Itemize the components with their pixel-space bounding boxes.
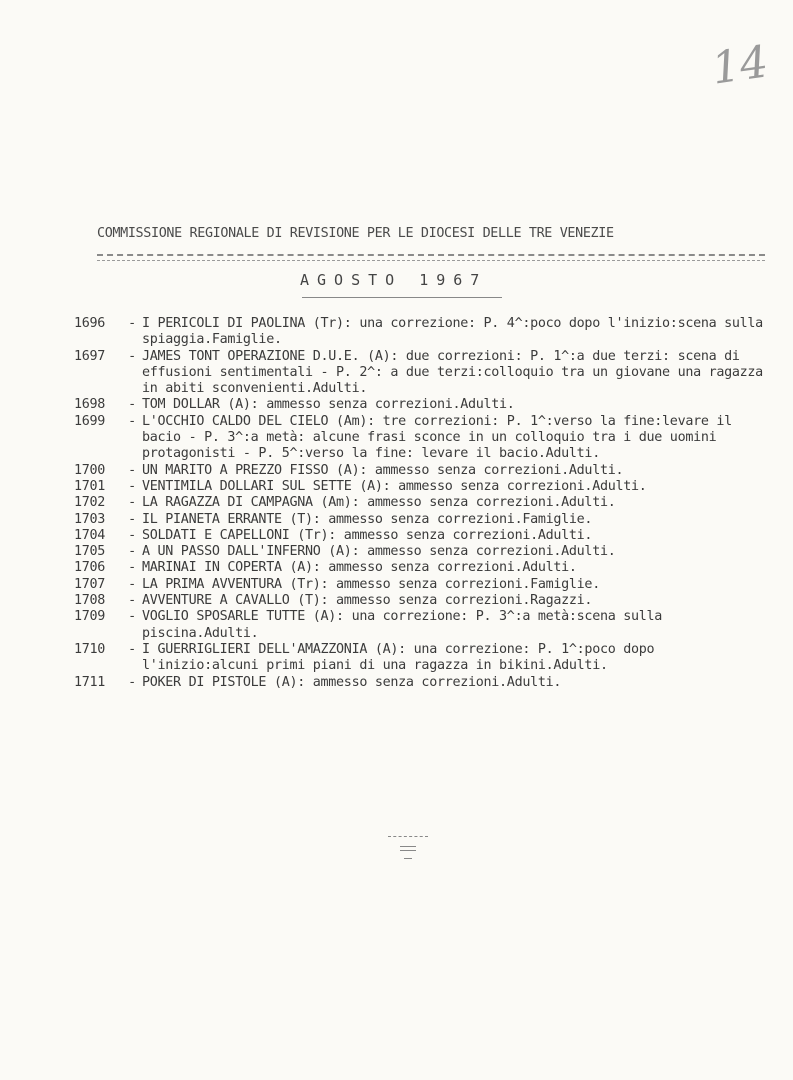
list-item — [74, 349, 774, 398]
entry-text: A UN PASSO DALL'INFERNO (A): ammesso senza correzioni.Adulti. — [142, 544, 616, 560]
list-item — [74, 397, 774, 413]
entry-separator: - — [128, 397, 136, 413]
entry-number: 1705 — [74, 544, 106, 560]
heading-double-rule-top — [97, 254, 765, 256]
entry-separator: - — [128, 316, 136, 331]
entry-separator: - — [128, 348, 136, 364]
entry-separator: - — [128, 478, 136, 494]
entry-number: 1704 — [74, 527, 106, 543]
list-item — [74, 316, 774, 349]
entry-number: 1703 — [74, 511, 106, 527]
entry-text: I GUERRIGLIERI DELL'AMAZZONIA (A): una correzione: P. 1^:poco dopo l'inizio:alcuni primi piani di una ragazza in bikini.Adulti. — [142, 641, 663, 674]
entry-number: 1707 — [74, 576, 106, 592]
month-underline — [302, 297, 502, 298]
film-review-list — [74, 316, 774, 691]
list-item — [74, 544, 774, 560]
entry-separator: - — [128, 544, 136, 560]
entry-text: TOM DOLLAR (A): ammesso senza correzioni.Adulti. — [142, 397, 515, 413]
entry-separator: - — [128, 560, 136, 576]
entry-separator: - — [128, 576, 136, 592]
entry-text: L'OCCHIO CALDO DEL CIELO (Am): tre correzioni: P. 1^:verso la fine:levare il bacio - P. 3^:a metà: alcune frasi sconce in un colloquio tra i due uomini protagonisti - P. 5^:verso la fine: levare il bacio.Adulti. — [142, 413, 740, 462]
entry-separator: - — [128, 511, 136, 527]
closing-dash-mark — [386, 830, 430, 870]
entry-number: 1697 — [74, 348, 106, 364]
list-item — [74, 577, 774, 593]
list-item — [74, 593, 774, 609]
list-item — [74, 463, 774, 479]
entry-text: LA PRIMA AVVENTURA (Tr): ammesso senza correzioni.Famiglie. — [142, 576, 600, 592]
entry-text: VOGLIO SPOSARLE TUTTE (A): una correzione: P. 3^:a metà:scena sulla piscina.Adulti. — [142, 609, 670, 641]
entry-number: 1706 — [74, 560, 106, 576]
entry-number: 1700 — [74, 462, 106, 478]
list-item — [74, 642, 774, 675]
entry-text: JAMES TONT OPERAZIONE D.U.E. (A): due correzioni: P. 1^:a due terzi: scena di effusioni sentimentali - P. 2^: a due terzi:colloquio tra un giovane una ragazza in abiti sconvenienti.Adulti. — [142, 348, 771, 397]
entry-number: 1696 — [74, 316, 106, 331]
document-heading: COMMISSIONE REGIONALE DI REVISIONE PER LE DIOCESI DELLE TRE VENEZIE — [97, 226, 614, 241]
entry-number: 1701 — [74, 478, 106, 494]
heading-double-rule-bottom — [97, 260, 765, 261]
entry-text: AVVENTURE A CAVALLO (T): ammesso senza correzioni.Ragazzi. — [142, 593, 593, 609]
handwritten-page-number: 14 — [708, 36, 772, 95]
list-item — [74, 675, 774, 691]
entry-text: LA RAGAZZA DI CAMPAGNA (Am): ammesso senza correzioni.Adulti. — [142, 495, 616, 511]
list-item — [74, 495, 774, 511]
list-item — [74, 479, 774, 495]
entry-number: 1699 — [74, 413, 106, 429]
entry-separator: - — [128, 593, 136, 609]
entry-separator: - — [128, 527, 136, 543]
entry-text: IL PIANETA ERRANTE (T): ammesso senza correzioni.Famiglie. — [142, 511, 593, 527]
entry-number: 1708 — [74, 593, 106, 609]
entry-number: 1698 — [74, 397, 106, 413]
entry-separator: - — [128, 674, 136, 690]
entry-text: POKER DI PISTOLE (A): ammesso senza correzioni.Adulti. — [142, 674, 562, 690]
list-item — [74, 512, 774, 528]
entry-separator: - — [128, 462, 136, 478]
month-title: AGOSTO 1967 — [300, 271, 488, 289]
list-item — [74, 560, 774, 576]
entry-text: SOLDATI E CAPELLONI (Tr): ammesso senza correzioni.Adulti. — [142, 527, 593, 543]
entry-separator: - — [128, 609, 136, 625]
entry-text: I PERICOLI DI PAOLINA (Tr): una correzione: P. 4^:poco dopo l'inizio:scena sulla spiaggia.Famiglie. — [142, 316, 771, 348]
entry-separator: - — [128, 641, 136, 657]
entry-number: 1702 — [74, 495, 106, 511]
list-item — [74, 609, 774, 642]
entry-number: 1711 — [74, 674, 106, 690]
entry-number: 1710 — [74, 641, 106, 657]
entry-text: VENTIMILA DOLLARI SUL SETTE (A): ammesso senza correzioni.Adulti. — [142, 478, 647, 494]
entry-text: UN MARITO A PREZZO FISSO (A): ammesso senza correzioni.Adulti. — [142, 462, 624, 478]
entry-number: 1709 — [74, 609, 106, 625]
list-item — [74, 528, 774, 544]
list-item — [74, 414, 774, 463]
entry-separator: - — [128, 495, 136, 511]
entry-separator: - — [128, 413, 136, 429]
entry-text: MARINAI IN COPERTA (A): ammesso senza correzioni.Adulti. — [142, 560, 577, 576]
